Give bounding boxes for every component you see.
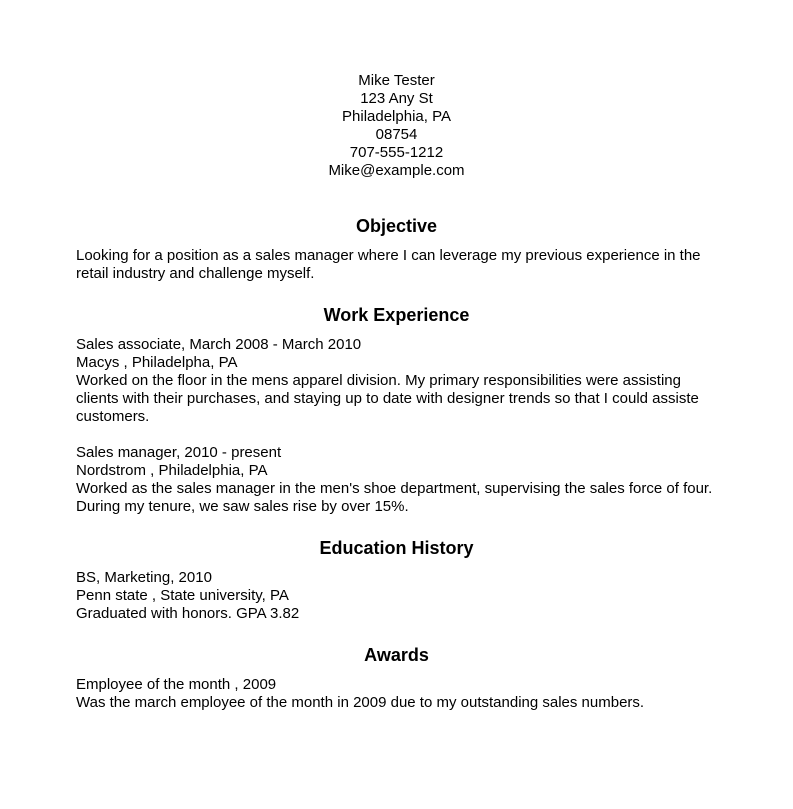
job-company-location: Macys , Philadelpha, PA [76,354,238,371]
award-title: Employee of the month , 2009 [76,676,277,693]
objective-text: Looking for a position as a sales manager where I can leverage my previous experience in the retail industry and challenge myself. [76,247,701,282]
education-honors: Graduated with honors. GPA 3.82 [76,605,300,622]
education-entry [76,569,717,623]
job-entry-sales-associate [76,336,717,426]
job-company-location: Nordstrom , Philadelphia, PA [76,462,268,479]
section-heading-objective: Objective [355,216,438,236]
education-degree: BS, Marketing, 2010 [76,569,212,586]
job-title-dates: Sales associate, March 2008 - March 2010 [76,336,362,353]
job-title-dates: Sales manager, 2010 - present [76,444,282,461]
section-heading-work-experience: Work Experience [323,305,470,325]
contact-block [76,72,717,180]
job-description: Worked on the floor in the mens apparel division. My primary responsibilities were assisting clients with their purchases, and staying up to date with designer trends so that I could assiste customers. [76,372,699,425]
award-entry [76,676,717,712]
job-description: Worked as the sales manager in the men's shoe department, supervising the sales force of four. During my tenure, we saw sales rise by over 15%. [76,480,713,515]
contact-phone: 707-555-1212 [349,144,444,161]
contact-city-state: Philadelphia, PA [342,108,451,125]
contact-zip: 08754 [375,126,418,143]
education-school-location: Penn state , State university, PA [76,587,289,604]
job-entry-sales-manager [76,444,717,516]
contact-email: Mike@example.com [328,162,465,179]
award-description: Was the march employee of the month in 2009 due to my outstanding sales numbers. [76,694,645,711]
contact-street: 123 Any St [360,90,433,107]
contact-name: Mike Tester [358,72,435,89]
section-heading-education: Education History [319,538,474,558]
section-heading-awards: Awards [364,645,429,665]
